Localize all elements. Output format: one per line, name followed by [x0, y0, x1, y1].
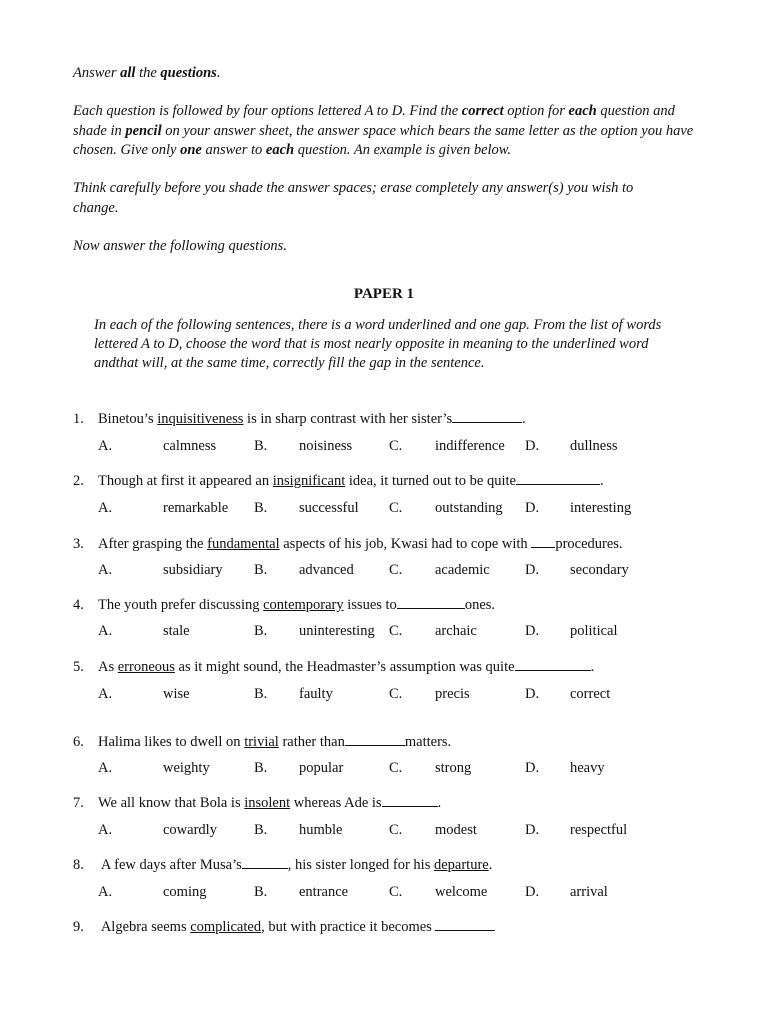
question-number: 7.	[73, 795, 84, 811]
option-text: respectful	[570, 822, 628, 838]
question-number: 2.	[73, 473, 84, 489]
option-text: political	[570, 623, 618, 639]
option-letter: C.	[389, 438, 403, 454]
text: on your answer sheet, the answer space which bears the same letter as the option you have chosen. Give only	[73, 122, 694, 158]
option-text: indifference	[435, 438, 505, 454]
option-text: cowardly	[163, 822, 217, 838]
answer-gap	[452, 408, 522, 423]
option-letter: D.	[525, 760, 540, 776]
option-text: entrance	[299, 884, 349, 900]
question-1	[73, 408, 526, 428]
option-text: secondary	[570, 562, 629, 578]
question-number: 1.	[73, 411, 84, 427]
option-letter: A.	[98, 562, 113, 578]
option-letter: C.	[389, 500, 403, 516]
text: question and shade in	[73, 103, 675, 139]
question-text: whereas Ade is	[290, 795, 382, 811]
option-letter: D.	[525, 438, 540, 454]
answer-gap	[242, 854, 288, 869]
instruction-answer-all	[73, 64, 703, 84]
option-text: humble	[299, 822, 343, 838]
option-text: strong	[435, 760, 472, 776]
text-bold: correct	[461, 103, 504, 119]
option-text: uninteresting	[299, 623, 375, 639]
text: answer to	[201, 142, 266, 158]
option-text: precis	[435, 686, 470, 702]
option-letter: D.	[525, 686, 540, 702]
option-text: academic	[435, 562, 490, 578]
question-text: After grasping the	[98, 536, 208, 552]
underlined-word: erroneous	[117, 659, 175, 675]
question-text: Algebra seems	[98, 919, 191, 935]
underlined-word: inquisitiveness	[157, 411, 244, 427]
question-text: .	[522, 411, 526, 427]
underlined-word: insolent	[244, 795, 291, 811]
answer-gap	[382, 792, 438, 807]
question-text: matters.	[404, 734, 452, 750]
text-bold: questions	[160, 65, 217, 81]
underlined-word: fundamental	[207, 536, 280, 552]
question-text: rather than	[278, 734, 345, 750]
option-letter: B.	[254, 438, 268, 454]
option-letter: A.	[98, 438, 113, 454]
option-letter: B.	[254, 884, 268, 900]
question-text: ones.	[464, 597, 496, 613]
option-letter: A.	[98, 822, 113, 838]
question-6	[73, 731, 451, 751]
option-letter: A.	[98, 623, 113, 639]
option-letter: D.	[525, 623, 540, 639]
question-number: 9.	[73, 919, 84, 935]
text-bold: pencil	[125, 122, 162, 139]
question-7	[73, 792, 441, 812]
text: option for	[503, 103, 569, 119]
option-letter: B.	[254, 686, 268, 702]
option-letter: C.	[389, 562, 403, 578]
text: the	[135, 65, 161, 81]
option-text: wise	[163, 686, 190, 702]
option-text: popular	[299, 760, 344, 776]
option-text: welcome	[435, 884, 488, 900]
option-letter: D.	[525, 822, 540, 838]
option-text: weighty	[163, 760, 210, 776]
question-number: 3.	[73, 536, 84, 552]
option-text: modest	[435, 822, 477, 838]
answer-gap	[531, 533, 555, 548]
question-number: 6.	[73, 734, 84, 750]
text-bold: each	[265, 142, 295, 158]
text: Each question is followed by four options lettered A to D. Find the	[73, 103, 462, 119]
option-letter: C.	[389, 686, 403, 702]
option-text: noisiness	[299, 438, 353, 454]
option-letter: C.	[389, 822, 403, 838]
question-text: Halima likes to dwell on	[98, 734, 245, 750]
option-text: arrival	[570, 884, 608, 900]
question-2	[73, 470, 604, 490]
option-text: advanced	[299, 562, 354, 578]
answer-gap	[345, 731, 405, 746]
underlined-word: insignificant	[272, 473, 346, 489]
option-text: calmness	[163, 438, 217, 454]
option-text: coming	[163, 884, 207, 900]
option-letter: A.	[98, 686, 113, 702]
option-text: stale	[163, 623, 190, 639]
option-letter: B.	[254, 822, 268, 838]
text-bold: one	[180, 142, 202, 158]
option-text: faulty	[299, 686, 333, 702]
text: question. An example is given below.	[294, 142, 512, 158]
option-text: archaic	[435, 623, 477, 639]
underlined-word: trivial	[244, 734, 279, 750]
answer-gap	[515, 656, 591, 671]
question-number: 4.	[73, 597, 84, 613]
question-text: Though at first it appeared an	[98, 473, 273, 489]
question-4	[73, 594, 495, 614]
question-text: , but with practice it becomes	[261, 919, 436, 935]
option-letter: C.	[389, 760, 403, 776]
text: Answer	[73, 65, 121, 81]
option-letter: B.	[254, 500, 268, 516]
underlined-word: contemporary	[263, 597, 344, 613]
question-number: 5.	[73, 659, 84, 675]
option-letter: A.	[98, 500, 113, 516]
question-text: Binetou’s	[98, 411, 158, 427]
question-text: idea, it turned out to be quite	[345, 473, 516, 489]
instruction-think: Think carefully before you shade the answer spaces; erase completely any answer(s) you wish to change.	[73, 180, 634, 216]
option-letter: C.	[389, 884, 403, 900]
option-letter: D.	[525, 884, 540, 900]
question-text: .	[488, 857, 493, 873]
option-text: correct	[570, 686, 611, 702]
question-text: The youth prefer discussing	[98, 597, 264, 613]
question-text: as it might sound, the Headmaster’s assumption was quite	[174, 659, 515, 675]
question-text: .	[590, 659, 595, 675]
option-letter: D.	[525, 562, 540, 578]
option-letter: A.	[98, 884, 113, 900]
question-text: .	[437, 795, 442, 811]
question-8	[73, 854, 492, 874]
option-letter: A.	[98, 760, 113, 776]
option-text: dullness	[570, 438, 618, 454]
question-5	[73, 656, 594, 676]
question-text: , his sister longed for his	[287, 857, 434, 873]
answer-gap	[397, 594, 465, 609]
question-9	[73, 916, 495, 936]
text: .	[216, 65, 221, 81]
question-text: procedures.	[555, 536, 623, 552]
option-letter: C.	[389, 623, 403, 639]
answer-gap	[516, 470, 600, 485]
question-text: As	[98, 659, 118, 675]
option-letter: D.	[525, 500, 540, 516]
question-3	[73, 533, 623, 553]
option-letter: B.	[254, 760, 268, 776]
text-bold: each	[568, 103, 597, 119]
question-text: issues to	[343, 597, 397, 613]
paper-instructions: In each of the following sentences, there is a word underlined and one gap. From the list of words lettered A to D, choose the word that is most nearly opposite in meaning to the underlined word andthat will, at the same time, correctly fill the gap in the sentence.	[94, 317, 662, 371]
question-text: aspects of his job, Kwasi had to cope with	[279, 536, 532, 552]
question-text: is in sharp contrast with her sister’s	[243, 411, 453, 427]
instruction-options	[73, 102, 698, 161]
question-text: We all know that Bola is	[98, 795, 245, 811]
option-text: outstanding	[435, 500, 503, 516]
question-text: .	[600, 473, 604, 489]
underlined-word: complicated	[190, 919, 262, 935]
option-text: remarkable	[163, 500, 229, 516]
option-text: subsidiary	[163, 562, 223, 578]
instruction-now: Now answer the following questions.	[73, 238, 287, 254]
option-text: successful	[299, 500, 359, 516]
question-number: 8.	[73, 857, 84, 873]
paper-title: PAPER 1	[353, 286, 415, 302]
option-letter: B.	[254, 562, 268, 578]
option-letter: B.	[254, 623, 268, 639]
answer-gap	[435, 916, 495, 931]
option-text: interesting	[570, 500, 632, 516]
underlined-word: departure	[433, 857, 489, 873]
text-bold: all	[120, 65, 136, 81]
question-text: A few days after Musa’s	[98, 857, 242, 873]
option-text: heavy	[570, 760, 605, 776]
